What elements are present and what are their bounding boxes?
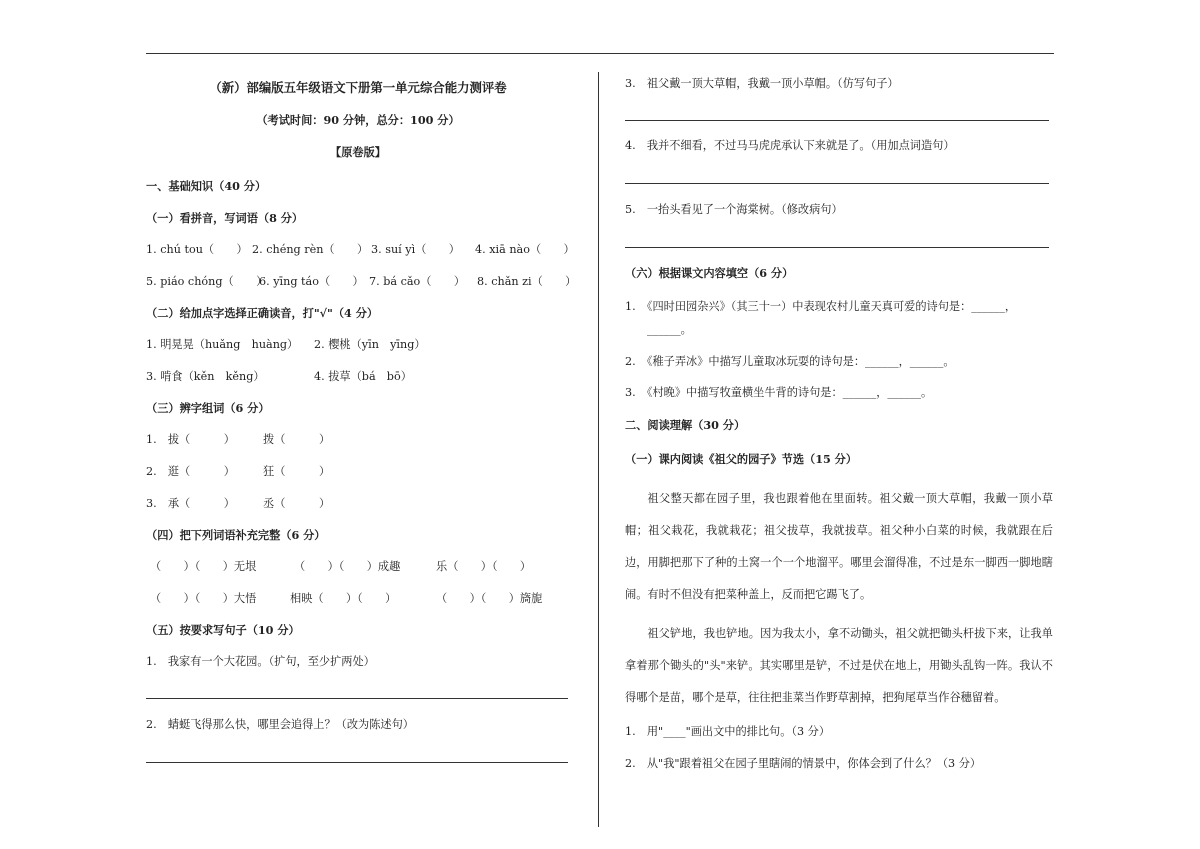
idiom-item: （ ）（ ）无垠 [150, 560, 257, 573]
poem-question-2: 2. 《稚子弄冰》中描写儿童取冰玩耍的诗句是：______，______。 [625, 355, 955, 368]
answer-line[interactable] [146, 698, 568, 699]
column-divider [598, 72, 599, 827]
reading-question-2: 2. 从"我"跟着祖父在园子里瞎闹的情景中，你体会到了什么？（3 分） [625, 757, 982, 770]
pinyin-item: 2. chéng rèn（ ） [252, 243, 369, 256]
poem-question-1: 1. 《四时田园杂兴》（其三十一）中表现农村儿童天真可爱的诗句是：______， [625, 300, 1017, 313]
answer-line[interactable] [146, 762, 568, 763]
pinyin-item: 6. yīng táo（ ） [259, 275, 364, 288]
pinyin-item: 8. chǎn zi（ ） [477, 275, 577, 288]
sentence-question-5: 5. 一抬头看见了一个海棠树。（修改病句） [625, 203, 843, 216]
section5-title: （五）按要求写句子（10 分） [146, 623, 300, 637]
exam-info: （考试时间：90 分钟，总分：100 分） [256, 113, 460, 127]
answer-line[interactable] [625, 247, 1049, 248]
char-item: 拨（ ） [263, 433, 331, 446]
sentence-question-1: 1. 我家有一个大花园。（扩句，至少扩两处） [146, 655, 375, 668]
pinyin-item: 5. piáo chóng（ ） [146, 275, 268, 288]
section6-title: （六）根据课文内容填空（6 分） [625, 266, 794, 280]
char-item: 丞（ ） [263, 497, 331, 510]
reading-item: 4. 拔草（bá bō） [314, 370, 412, 383]
reading-item: 1. 明晃晃（huǎng huàng） [146, 338, 299, 351]
sentence-question-2: 2. 蜻蜓飞得那么快，哪里会追得上？（改为陈述句） [146, 718, 414, 731]
answer-line[interactable] [625, 183, 1049, 184]
reading-paragraph-1: 祖父整天都在园子里，我也跟着他在里面转。祖父戴一顶大草帽，我戴一顶小草帽；祖父栽花，我就栽花；祖父拔草，我就拔草。祖父种小白菜的时候，我就跟在后边，用脚把那下了种的土窝一个一个地溜平。哪里会溜得准，不过是东一脚西一脚地瞎闹。有时不但没有把菜种盖上，反而把它踢飞了。 [625, 492, 1053, 601]
reading-paragraph-2: 祖父铲地，我也铲地。因为我太小，拿不动锄头，祖父就把锄头杆拔下来，让我单拿着那个锄头的"头"来铲。其实哪里是铲，不过是伏在地上，用锄头乱钩一阵。我认不得哪个是苗，哪个是草，往往把韭菜当作野草割掉，把狗尾草当作谷穗留着。 [625, 627, 1053, 704]
part2-heading: 二、阅读理解（30 分） [625, 418, 746, 432]
sentence-question-3: 3. 祖父戴一顶大草帽，我戴一顶小草帽。（仿写句子） [625, 77, 899, 90]
pinyin-item: 3. suí yì（ ） [371, 243, 460, 256]
part1-heading: 一、基础知识（40 分） [146, 179, 267, 193]
sentence-question-4: 4. 我并不细看，不过马马虎虎承认下来就是了。（用加点词造句） [625, 139, 955, 152]
pinyin-item: 4. xiā nào（ ） [475, 243, 575, 256]
idiom-item: 乐（ ）（ ） [436, 560, 532, 573]
reading-item: 3. 啃食（kěn kěng） [146, 370, 265, 383]
idiom-item: （ ）（ ）旖旎 [436, 592, 543, 605]
section3-title: （三）辨字组词（6 分） [146, 401, 270, 415]
top-rule [146, 53, 1054, 54]
idiom-item: （ ）（ ）成趣 [294, 560, 401, 573]
section4-title: （四）把下列词语补充完整（6 分） [146, 528, 326, 542]
idiom-item: 相映（ ）（ ） [290, 592, 397, 605]
version-label: 【原卷版】 [330, 145, 386, 159]
pinyin-item: 1. chú tou（ ） [146, 243, 248, 256]
section2-title: （二）给加点字选择正确读音，打"√"（4 分） [146, 306, 379, 320]
char-item: 2. 逛（ ） [146, 465, 235, 478]
char-item: 狂（ ） [263, 465, 331, 478]
reading-question-1: 1. 用"____"画出文中的排比句。（3 分） [625, 725, 831, 738]
char-item: 3. 承（ ） [146, 497, 235, 510]
reading-item: 2. 樱桃（yīn yīng） [314, 338, 426, 351]
section1-title: （一）看拼音，写词语（8 分） [146, 211, 304, 225]
answer-line[interactable] [625, 120, 1049, 121]
poem-question-3: 3. 《村晚》中描写牧童横坐牛背的诗句是：______，______。 [625, 386, 933, 399]
poem-question-1-cont: ______。 [647, 323, 692, 336]
char-item: 1. 拔（ ） [146, 433, 235, 446]
idiom-item: （ ）（ ）大悟 [150, 592, 257, 605]
pinyin-item: 7. bá cǎo（ ） [369, 275, 466, 288]
reading-section-title: （一）课内阅读《祖父的园子》节选（15 分） [625, 452, 858, 466]
exam-title: （新）部编版五年级语文下册第一单元综合能力测评卷 [209, 80, 507, 95]
